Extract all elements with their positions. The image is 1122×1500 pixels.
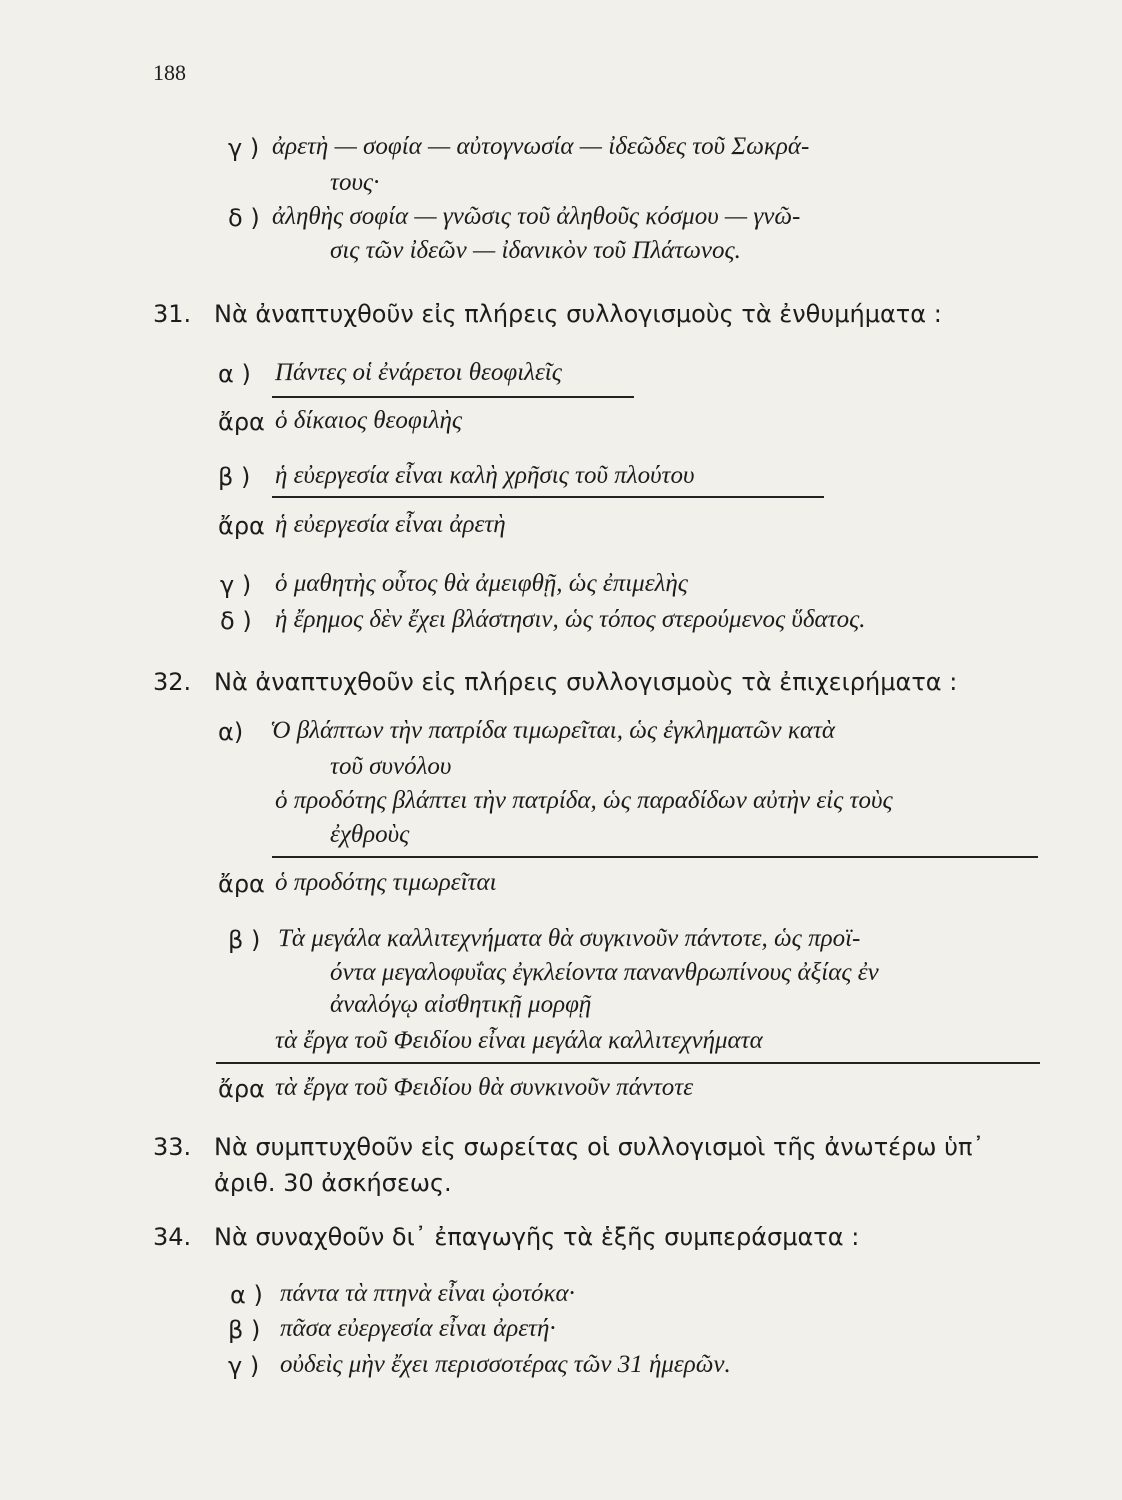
ex32-a-p1-line1: Ὁ βλάπτων τὴν πατρίδα τιμωρεῖται, ὡς ἐγκληματῶν κατὰ xyxy=(270,717,836,744)
ex34-c-label: γ ) xyxy=(228,1352,260,1380)
ex34-a-label: α ) xyxy=(230,1281,263,1309)
ex31-c-label: γ ) xyxy=(220,571,252,599)
ex31-a-rule xyxy=(272,396,634,398)
ex32-number: 32. xyxy=(153,668,192,696)
ex30-c-line2: τους· xyxy=(330,169,380,196)
ex31-d-text: ἡ ἔρημος δὲν ἔχει βλάστησιν, ὡς τόπος στερούμενος ὕδατος. xyxy=(275,606,866,633)
ex32-a-p2-line1: ὁ προδότης βλάπτει τὴν πατρίδα, ὡς παραδίδων αὐτὴν εἰς τοὺς xyxy=(275,787,893,814)
ex31-b-premise: ἡ εὐεργεσία εἶναι καλὴ χρῆσις τοῦ πλούτου xyxy=(275,462,695,489)
ex31-b-conclusion: ἡ εὐεργεσία εἶναι ἀρετὴ xyxy=(275,511,506,538)
ex32-b-label: β ) xyxy=(228,926,261,954)
ex32-a-p2-line2: ἐχθροὺς xyxy=(330,821,410,848)
ex31-a-premise: Πάντες οἱ ἐνάρετοι θεοφιλεῖς xyxy=(275,359,562,386)
ex32-a-rule xyxy=(272,856,1038,858)
ex31-a-ara: ἄρα xyxy=(218,408,265,436)
ex30-d-line2: σις τῶν ἰδεῶν — ἰδανικὸν τοῦ Πλάτωνος. xyxy=(330,237,741,264)
ex34-heading: Νὰ συναχθοῦν δι᾿ ἐπαγωγῆς τὰ ἑξῆς συμπεράσματα : xyxy=(214,1223,860,1251)
page-number: 188 xyxy=(153,60,186,85)
ex31-a-label: α ) xyxy=(218,360,251,388)
ex31-b-ara: ἄρα xyxy=(218,512,265,540)
ex33-line1: Νὰ συμπτυχθοῦν εἰς σωρείτας οἱ συλλογισμοὶ τῆς ἀνωτέρω ὑπ᾿ xyxy=(214,1133,985,1161)
ex34-b-label: β ) xyxy=(228,1316,261,1344)
ex34-number: 34. xyxy=(153,1223,192,1251)
ex32-b-p1-line2: όντα μεγαλοφυΐας ἐγκλείοντα πανανθρωπίνους ἀξίας ἐν xyxy=(330,959,879,986)
ex31-heading: Νὰ ἀναπτυχθοῦν εἰς πλήρεις συλλογισμοὺς τὰ ἐνθυμήματα : xyxy=(214,300,942,328)
ex33-number: 33. xyxy=(153,1133,192,1161)
ex31-number: 31. xyxy=(153,300,192,328)
ex32-b-conclusion: τὰ ἔργα τοῦ Φειδίου θὰ συνκινοῦν πάντοτε xyxy=(275,1074,694,1101)
ex32-heading: Νὰ ἀναπτυχθοῦν εἰς πλήρεις συλλογισμοὺς τὰ ἐπιχειρήματα : xyxy=(214,668,958,696)
ex31-d-label: δ ) xyxy=(220,607,252,635)
ex32-b-p2: τὰ ἔργα τοῦ Φειδίου εἶναι μεγάλα καλλιτεχνήματα xyxy=(275,1027,763,1054)
ex34-a-text: πάντα τὰ πτηνὰ εἶναι ᾠοτόκα· xyxy=(280,1280,575,1307)
ex30-d-line1: ἀληθὴς σοφία — γνῶσις τοῦ ἀληθοῦς κόσμου — γνῶ- xyxy=(272,203,801,230)
ex32-b-ara: ἄρα xyxy=(218,1075,265,1103)
ex32-a-conclusion: ὁ προδότης τιμωρεῖται xyxy=(275,869,497,896)
ex32-b-p1-line1: Τὰ μεγάλα καλλιτεχνήματα θὰ συγκινοῦν πάντοτε, ὡς προϊ- xyxy=(278,925,861,952)
ex31-b-label: β ) xyxy=(218,463,251,491)
ex30-d-label: δ ) xyxy=(228,204,260,232)
ex32-a-ara: ἄρα xyxy=(218,870,265,898)
ex30-c-line1: ἀρετὴ — σοφία — αὐτογνωσία — ἰδεῶδες τοῦ Σωκρά- xyxy=(272,133,810,160)
ex32-a-label: α) xyxy=(218,718,244,746)
ex32-a-p1-line2: τοῦ συνόλου xyxy=(330,753,452,780)
ex34-b-text: πᾶσα εὐεργεσία εἶναι ἀρετή· xyxy=(280,1315,556,1342)
ex32-b-rule xyxy=(216,1062,1040,1064)
ex33-line2: ἀριθ. 30 ἀσκήσεως. xyxy=(214,1169,452,1197)
ex34-c-text: οὐδεὶς μὴν ἔχει περισσοτέρας τῶν 31 ἡμερῶν. xyxy=(280,1351,731,1378)
ex31-b-rule xyxy=(272,496,824,498)
ex31-c-text: ὁ μαθητὴς οὗτος θὰ ἀμειφθῇ, ὡς ἐπιμελὴς xyxy=(275,570,688,597)
ex30-c-label: γ ) xyxy=(228,134,260,162)
ex32-b-p1-line3: ἀναλόγῳ αἰσθητικῇ μορφῇ xyxy=(330,991,592,1018)
ex31-a-conclusion: ὁ δίκαιος θεοφιλὴς xyxy=(275,407,463,434)
